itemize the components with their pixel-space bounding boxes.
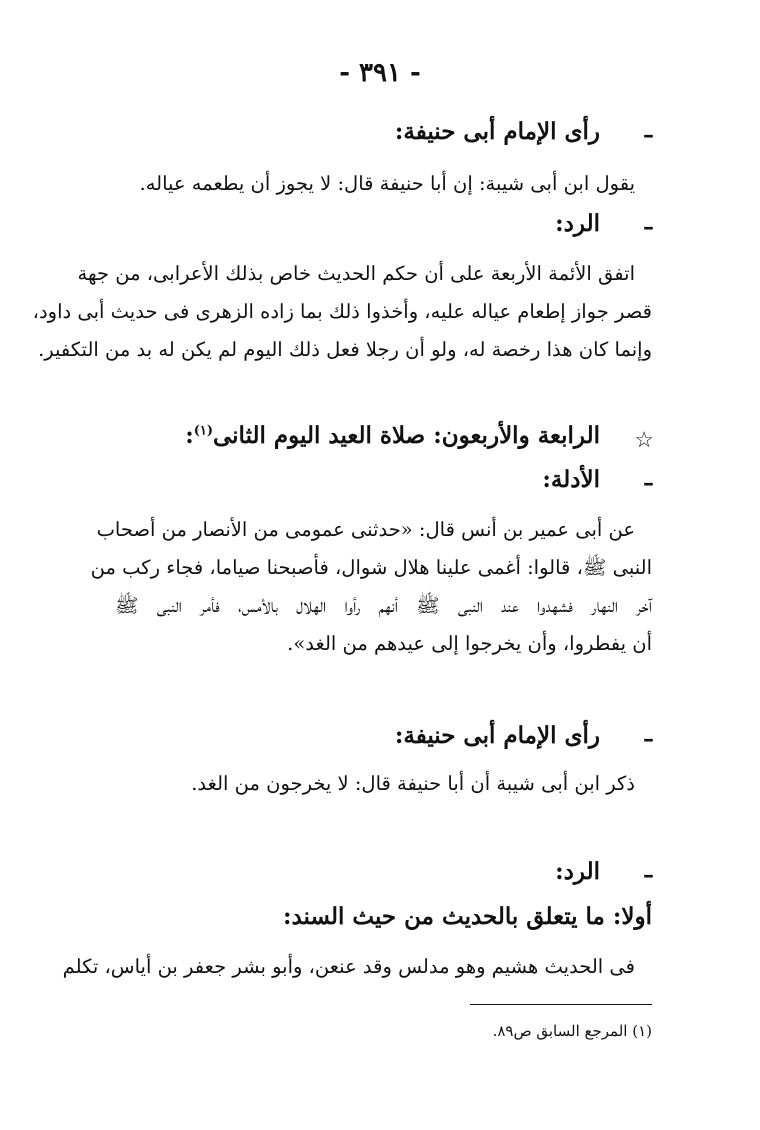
sanad-subheading: أولا: ما يتعلق بالحديث من حيث السند: [282, 903, 652, 930]
opinion-heading: رأى الإمام أبى حنيفة: [394, 722, 600, 749]
star-icon: ☆ [634, 428, 654, 453]
bullet-dash: – [643, 214, 654, 240]
bullet-dash: – [643, 726, 654, 752]
evidence-heading: الأدلة: [542, 466, 600, 493]
response-line: وإنما كان هذا رخصة له، ولو أن رجلا فعل ذلك اليوم لم يكن له بد من التكفير. [38, 338, 652, 361]
bullet-dash: – [643, 470, 654, 496]
response-line: اتفق الأئمة الأربعة على أن حكم الحديث خاص بذلك الأعرابى، من جهة [77, 262, 635, 285]
evidence-line: عن أبى عمير بن أنس قال: «حدثنى عمومى من الأنصار من أصحاب [96, 518, 635, 541]
footnote: (١) المرجع السابق ص٨٩. [492, 1022, 652, 1040]
response-line: قصر جواز إطعام عياله عليه، وأخذوا ذلك بما زاده الزهرى فى حديث أبى داود، [32, 300, 652, 323]
opinion-heading: رأى الإمام أبى حنيفة: [394, 118, 600, 145]
chapter-title-end: : [185, 422, 194, 449]
evidence-line: آخر النهار فشهدوا عند النبى ﷺ أنهم رأوا الهلال بالأمس، فأمر النبى ﷺ [115, 594, 652, 617]
response-heading: الرد: [555, 210, 600, 237]
chapter-title: الرابعة والأربعون: صلاة العيد اليوم الثانى [212, 422, 600, 449]
response-heading: الرد: [555, 858, 600, 885]
evidence-line: أن يفطروا، وأن يخرجوا إلى عيدهم من الغد». [287, 632, 652, 655]
sanad-text: فى الحديث هشيم وهو مدلس وقد عنعن، وأبو بشر جعفر بن أياس، تكلم [62, 955, 635, 978]
page-number: - ٣٩١ - [339, 58, 421, 88]
bullet-dash: – [643, 122, 654, 148]
opinion-text: ذكر ابن أبى شيبة أن أبا حنيفة قال: لا يخرجون من الغد. [191, 772, 635, 795]
footnote-divider [470, 1004, 652, 1005]
opinion-text: يقول ابن أبى شيبة: إن أبا حنيفة قال: لا يجوز أن يطعمه عياله. [139, 172, 635, 195]
footnote-ref: (١) [193, 423, 213, 439]
bullet-dash: – [643, 862, 654, 888]
evidence-line: النبى ﷺ، قالوا: أغمى علينا هلال شوال، فأصبحنا صياما، فجاء ركب من [90, 556, 652, 579]
chapter-heading [185, 422, 600, 449]
